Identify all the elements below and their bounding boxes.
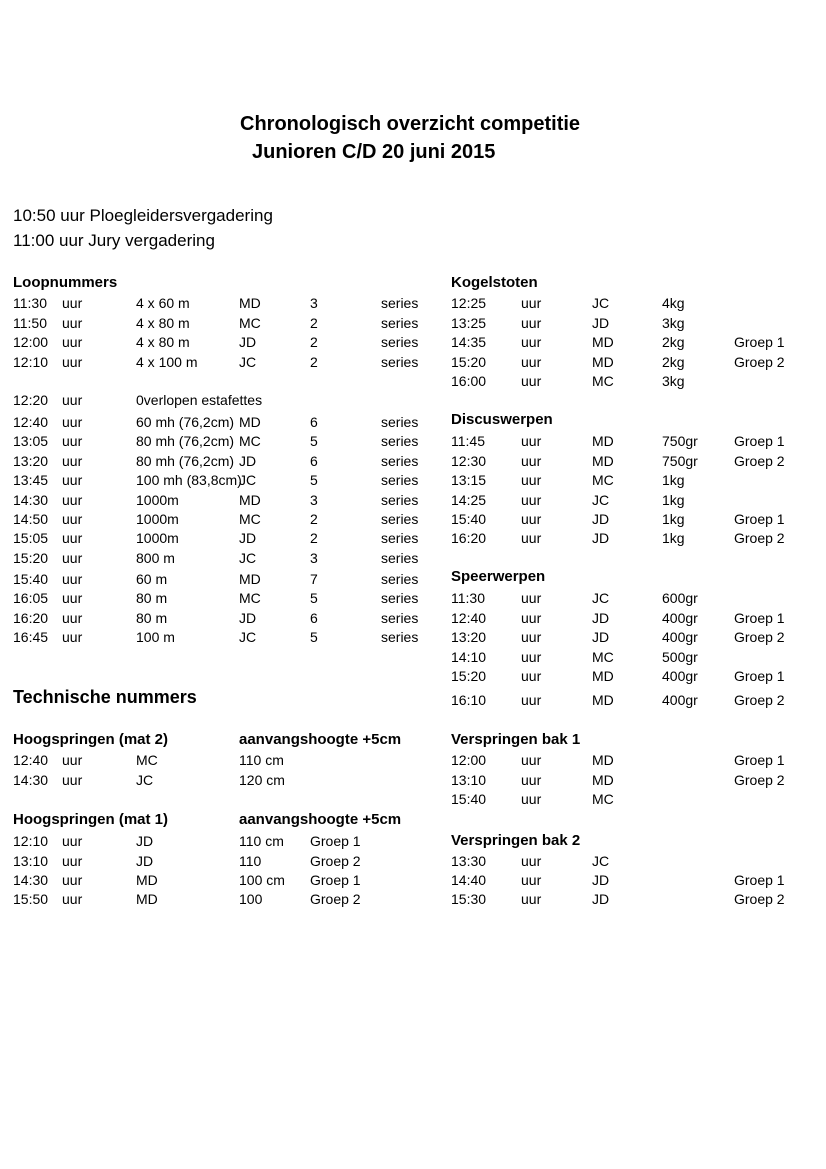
unit-cell: uur: [62, 433, 83, 449]
time-cell: 14:50: [13, 511, 49, 527]
time-cell: 15:20: [13, 550, 49, 566]
count-cell: 5: [310, 590, 318, 606]
unit-cell: uur: [62, 853, 83, 869]
count-cell: 5: [310, 472, 318, 488]
category-cell: MD: [239, 571, 261, 587]
unit-cell: uur: [62, 392, 83, 408]
group-cell: Groep 2: [734, 354, 785, 370]
unit-cell: uur: [62, 295, 83, 311]
event-cell: 800 m: [136, 550, 175, 566]
group-cell: Groep 2: [734, 692, 785, 708]
height-cell: 100 cm: [239, 872, 285, 888]
category-cell: JC: [239, 550, 257, 566]
unit-cell: uur: [62, 414, 83, 430]
event-cell: 80 m: [136, 590, 168, 606]
category-cell: MD: [592, 354, 614, 370]
series-cell: series: [381, 511, 419, 527]
group-cell: Groep 2: [734, 891, 785, 907]
category-cell: JD: [592, 315, 610, 331]
unit-cell: uur: [62, 453, 83, 469]
unit-cell: uur: [521, 772, 542, 788]
weight-cell: 1kg: [662, 492, 685, 508]
weight-cell: 750gr: [662, 453, 698, 469]
unit-cell: uur: [521, 590, 542, 606]
group-cell: Groep 1: [734, 872, 785, 888]
time-cell: 12:00: [451, 752, 487, 768]
unit-cell: uur: [62, 472, 83, 488]
unit-cell: uur: [521, 629, 542, 645]
unit-cell: uur: [62, 354, 83, 370]
unit-cell: uur: [62, 530, 83, 546]
category-cell: MC: [592, 649, 614, 665]
category-cell: JD: [239, 334, 257, 350]
category-cell: JD: [592, 891, 610, 907]
unit-cell: uur: [62, 492, 83, 508]
series-cell: series: [381, 550, 419, 566]
category-cell: MC: [592, 791, 614, 807]
group-cell: Groep 2: [734, 772, 785, 788]
unit-cell: uur: [521, 433, 542, 449]
series-cell: series: [381, 414, 419, 430]
time-cell: 16:20: [451, 530, 487, 546]
series-cell: series: [381, 571, 419, 587]
unit-cell: uur: [521, 872, 542, 888]
category-cell: JD: [239, 530, 257, 546]
time-cell: 12:25: [451, 295, 487, 311]
time-cell: 15:20: [451, 668, 487, 684]
unit-cell: uur: [62, 571, 83, 587]
time-cell: 12:10: [13, 833, 49, 849]
count-cell: 5: [310, 629, 318, 645]
category-cell: MC: [592, 472, 614, 488]
event-cell: 100 m: [136, 629, 175, 645]
unit-cell: uur: [521, 354, 542, 370]
weight-cell: 3kg: [662, 315, 685, 331]
category-cell: MD: [592, 692, 614, 708]
time-cell: 12:40: [451, 610, 487, 626]
unit-cell: uur: [521, 668, 542, 684]
time-cell: 12:30: [451, 453, 487, 469]
unit-cell: uur: [62, 891, 83, 907]
count-cell: 2: [310, 354, 318, 370]
time-cell: 15:20: [451, 354, 487, 370]
category-cell: JD: [136, 853, 154, 869]
count-cell: 3: [310, 550, 318, 566]
series-cell: series: [381, 315, 419, 331]
event-cell: 80 mh (76,2cm): [136, 433, 235, 449]
unit-cell: uur: [62, 872, 83, 888]
category-cell: MC: [592, 373, 614, 389]
unit-cell: uur: [521, 752, 542, 768]
event-cell: 1000m: [136, 511, 179, 527]
time-cell: 12:00: [13, 334, 49, 350]
count-cell: 6: [310, 453, 318, 469]
unit-cell: uur: [521, 492, 542, 508]
category-cell: JD: [136, 833, 154, 849]
category-cell: MC: [239, 433, 261, 449]
weight-cell: 400gr: [662, 692, 698, 708]
group-cell: Groep 1: [310, 872, 361, 888]
weight-cell: 750gr: [662, 433, 698, 449]
event-cell: 60 mh (76,2cm): [136, 414, 235, 430]
weight-cell: 400gr: [662, 610, 698, 626]
time-cell: 13:25: [451, 315, 487, 331]
category-cell: JD: [592, 610, 610, 626]
time-cell: 15:50: [13, 891, 49, 907]
group-cell: Groep 1: [734, 511, 785, 527]
time-cell: 11:30: [451, 590, 485, 606]
category-cell: MD: [592, 752, 614, 768]
time-cell: 14:30: [13, 872, 49, 888]
series-cell: series: [381, 472, 419, 488]
unit-cell: uur: [521, 891, 542, 907]
category-cell: JC: [239, 629, 257, 645]
unit-cell: uur: [521, 334, 542, 350]
count-cell: 2: [310, 334, 318, 350]
series-cell: series: [381, 334, 419, 350]
unit-cell: uur: [62, 772, 83, 788]
count-cell: 2: [310, 511, 318, 527]
series-cell: series: [381, 354, 419, 370]
category-cell: MC: [239, 511, 261, 527]
time-cell: 13:05: [13, 433, 49, 449]
time-cell: 12:40: [13, 414, 49, 430]
category-cell: JC: [592, 492, 610, 508]
series-cell: series: [381, 629, 419, 645]
hoogspringen-mat1-heading: Hoogspringen (mat 1): [13, 811, 169, 828]
group-cell: Groep 2: [734, 629, 785, 645]
event-cell: 0verlopen estafettes: [136, 392, 263, 408]
unit-cell: uur: [62, 511, 83, 527]
unit-cell: uur: [62, 334, 83, 350]
time-cell: 15:40: [451, 791, 487, 807]
unit-cell: uur: [62, 833, 83, 849]
time-cell: 12:40: [13, 752, 49, 768]
group-cell: Groep 1: [734, 752, 785, 768]
time-cell: 15:05: [13, 530, 49, 546]
hoogspringen-mat1-start: aanvangshoogte +5cm: [239, 811, 402, 828]
unit-cell: uur: [521, 472, 542, 488]
event-cell: 100 mh (83,8cm): [136, 472, 242, 488]
time-cell: 13:15: [451, 472, 487, 488]
category-cell: JC: [239, 354, 257, 370]
verspringen-bak2-heading: Verspringen bak 2: [451, 832, 581, 849]
event-cell: 60 m: [136, 571, 168, 587]
time-cell: 15:30: [451, 891, 487, 907]
intro-line-1: 10:50 uur Ploegleidersvergadering: [13, 206, 273, 225]
unit-cell: uur: [62, 550, 83, 566]
unit-cell: uur: [521, 295, 542, 311]
height-cell: 100: [239, 891, 263, 907]
category-cell: MD: [239, 414, 261, 430]
category-cell: MD: [592, 453, 614, 469]
category-cell: MD: [592, 433, 614, 449]
event-cell: 1000m: [136, 492, 179, 508]
time-cell: 14:10: [451, 649, 487, 665]
hoogspringen-mat2-heading: Hoogspringen (mat 2): [13, 731, 169, 748]
unit-cell: uur: [521, 373, 542, 389]
time-cell: 13:20: [451, 629, 487, 645]
verspringen-bak1-heading: Verspringen bak 1: [451, 731, 581, 748]
time-cell: 16:45: [13, 629, 49, 645]
time-cell: 13:45: [13, 472, 49, 488]
group-cell: Groep 1: [310, 833, 361, 849]
category-cell: MD: [136, 872, 158, 888]
time-cell: 11:45: [451, 433, 485, 449]
unit-cell: uur: [521, 315, 542, 331]
category-cell: MC: [239, 315, 261, 331]
height-cell: 110 cm: [239, 833, 284, 849]
weight-cell: 3kg: [662, 373, 685, 389]
event-cell: 80 m: [136, 610, 168, 626]
weight-cell: 1kg: [662, 530, 685, 546]
count-cell: 6: [310, 414, 318, 430]
series-cell: series: [381, 295, 419, 311]
event-cell: 80 mh (76,2cm): [136, 453, 235, 469]
unit-cell: uur: [521, 453, 542, 469]
count-cell: 2: [310, 315, 318, 331]
page-title-line-1: Chronologisch overzicht competitie: [240, 113, 581, 135]
category-cell: JD: [592, 530, 610, 546]
series-cell: series: [381, 453, 419, 469]
intro-line-2: 11:00 uur Jury vergadering: [13, 231, 215, 250]
unit-cell: uur: [62, 610, 83, 626]
weight-cell: 2kg: [662, 354, 685, 370]
category-cell: JD: [239, 610, 257, 626]
time-cell: 14:25: [451, 492, 487, 508]
height-cell: 110: [239, 853, 262, 869]
time-cell: 11:50: [13, 315, 47, 331]
series-cell: series: [381, 492, 419, 508]
kogelstoten-heading: Kogelstoten: [451, 274, 538, 291]
series-cell: series: [381, 433, 419, 449]
unit-cell: uur: [521, 853, 542, 869]
height-cell: 120 cm: [239, 772, 285, 788]
time-cell: 14:40: [451, 872, 487, 888]
hoogspringen-mat2-start: aanvangshoogte +5cm: [239, 731, 402, 748]
technische-nummers-heading: Technische nummers: [13, 687, 197, 707]
category-cell: JC: [592, 590, 610, 606]
loopnummers-heading: Loopnummers: [13, 274, 118, 291]
event-cell: 4 x 100 m: [136, 354, 198, 370]
time-cell: 14:35: [451, 334, 487, 350]
category-cell: MD: [239, 295, 261, 311]
discuswerpen-heading: Discuswerpen: [451, 411, 553, 428]
time-cell: 12:20: [13, 392, 49, 408]
time-cell: 16:20: [13, 610, 49, 626]
group-cell: Groep 2: [310, 853, 361, 869]
category-cell: MC: [239, 590, 261, 606]
category-cell: MD: [592, 772, 614, 788]
event-cell: 4 x 80 m: [136, 315, 190, 331]
category-cell: MD: [592, 334, 614, 350]
series-cell: series: [381, 610, 419, 626]
unit-cell: uur: [62, 752, 83, 768]
category-cell: MC: [136, 752, 158, 768]
unit-cell: uur: [62, 629, 83, 645]
category-cell: JC: [136, 772, 154, 788]
weight-cell: 1kg: [662, 511, 685, 527]
time-cell: 15:40: [451, 511, 487, 527]
group-cell: Groep 1: [734, 610, 785, 626]
count-cell: 5: [310, 433, 318, 449]
time-cell: 11:30: [13, 295, 47, 311]
event-cell: 1000m: [136, 530, 179, 546]
weight-cell: 1kg: [662, 472, 685, 488]
unit-cell: uur: [521, 692, 542, 708]
time-cell: 16:10: [451, 692, 487, 708]
time-cell: 13:10: [13, 853, 49, 869]
weight-cell: 500gr: [662, 649, 698, 665]
count-cell: 3: [310, 492, 318, 508]
time-cell: 16:00: [451, 373, 487, 389]
group-cell: Groep 2: [310, 891, 361, 907]
group-cell: Groep 1: [734, 668, 785, 684]
group-cell: Groep 1: [734, 334, 785, 350]
category-cell: MD: [592, 668, 614, 684]
time-cell: 12:10: [13, 354, 49, 370]
time-cell: 15:40: [13, 571, 49, 587]
group-cell: Groep 1: [734, 433, 785, 449]
time-cell: 14:30: [13, 772, 49, 788]
series-cell: series: [381, 530, 419, 546]
event-cell: 4 x 80 m: [136, 334, 190, 350]
time-cell: 13:30: [451, 853, 487, 869]
weight-cell: 4kg: [662, 295, 685, 311]
group-cell: Groep 2: [734, 453, 785, 469]
weight-cell: 400gr: [662, 668, 698, 684]
count-cell: 3: [310, 295, 318, 311]
category-cell: JC: [239, 472, 257, 488]
event-cell: 4 x 60 m: [136, 295, 190, 311]
unit-cell: uur: [521, 530, 542, 546]
unit-cell: uur: [521, 649, 542, 665]
weight-cell: 400gr: [662, 629, 698, 645]
time-cell: 13:10: [451, 772, 487, 788]
speerwerpen-heading: Speerwerpen: [451, 568, 546, 585]
unit-cell: uur: [62, 315, 83, 331]
weight-cell: 600gr: [662, 590, 698, 606]
category-cell: MD: [136, 891, 158, 907]
category-cell: JC: [592, 853, 610, 869]
time-cell: 13:20: [13, 453, 49, 469]
category-cell: JD: [592, 511, 610, 527]
series-cell: series: [381, 590, 419, 606]
time-cell: 16:05: [13, 590, 49, 606]
time-cell: 14:30: [13, 492, 49, 508]
unit-cell: uur: [521, 610, 542, 626]
category-cell: JD: [592, 629, 610, 645]
page-title-line-2: Junioren C/D 20 juni 2015: [252, 141, 496, 163]
count-cell: 2: [310, 530, 318, 546]
category-cell: JD: [239, 453, 257, 469]
unit-cell: uur: [521, 511, 542, 527]
weight-cell: 2kg: [662, 334, 685, 350]
count-cell: 6: [310, 610, 318, 626]
count-cell: 7: [310, 571, 318, 587]
unit-cell: uur: [62, 590, 83, 606]
category-cell: JC: [592, 295, 610, 311]
group-cell: Groep 2: [734, 530, 785, 546]
category-cell: JD: [592, 872, 610, 888]
category-cell: MD: [239, 492, 261, 508]
unit-cell: uur: [521, 791, 542, 807]
height-cell: 110 cm: [239, 752, 284, 768]
